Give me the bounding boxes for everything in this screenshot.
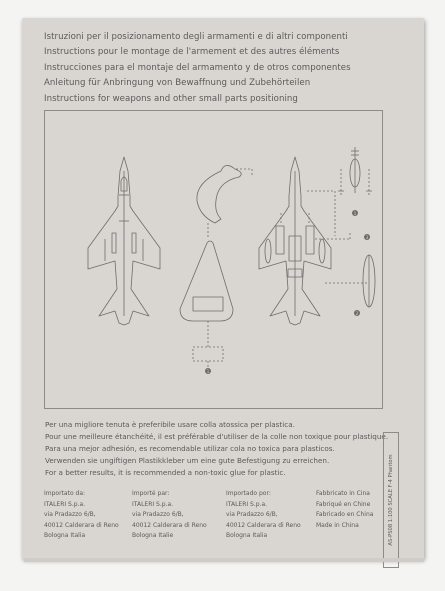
importer-company: ITALERI S.p.a. — [226, 500, 268, 508]
note-italian: Per una migliore tenuta è preferibile usare colla atossica per plastica. — [45, 420, 295, 429]
made-in-china — [316, 489, 373, 531]
importer-street: via Pradazzo 6/B, — [44, 511, 96, 518]
instruction-card — [22, 18, 424, 559]
importer-label: Importado por: — [226, 490, 271, 497]
missile-detail — [338, 147, 372, 216]
side-stamp-box — [383, 432, 399, 568]
heading-french: Instructions pour le montage de l'armement et des autres éléments — [44, 47, 340, 58]
callout-1-base: 1 — [206, 369, 210, 374]
note-french: Pour une meilleure étanchéité, il est préférable d'utiliser de la colle non toxique pour plastique. — [45, 432, 389, 441]
importer-city: 40012 Calderara di Reno — [44, 521, 119, 529]
assembly-diagram — [45, 111, 382, 408]
stand-base — [180, 241, 233, 374]
callout-1-missile: 1 — [353, 211, 357, 216]
importer-italian — [44, 489, 119, 542]
aircraft-top-view-left — [88, 157, 160, 325]
instruction-headings — [44, 30, 404, 107]
importer-company: ITALERI S.p.a. — [44, 500, 86, 508]
side-stamp-text: AS-PS08 1:100 SCALE F-4 Phantom — [388, 454, 394, 546]
made-in-italian: Fabbricato in Cina — [316, 490, 370, 497]
heading-spanish: Instrucciones para el montaje del armamento y de otros componentes — [44, 62, 351, 73]
card-edge-shadow — [24, 558, 424, 562]
importer-company: ITALERI S.p.a. — [132, 500, 174, 508]
made-in-spanish: Fabricado en China — [316, 511, 374, 518]
importer-street: via Pradazzo 6/B, — [132, 511, 184, 518]
importer-country: Bologna Italie — [132, 532, 174, 539]
fuel-tank-detail — [354, 234, 375, 316]
heading-italian: Istruzioni per il posizionamento degli armamenti e di altri componenti — [44, 32, 348, 42]
importer-label: Importé par: — [132, 490, 170, 497]
callout-2: 2 — [355, 311, 359, 316]
importer-country: Bologna Italia — [226, 532, 268, 539]
importer-city: 40012 Calderara di Reno — [226, 521, 301, 529]
made-in-english: Made in China — [316, 521, 359, 529]
importer-label: Importato da: — [44, 490, 86, 497]
importer-street: via Pradazzo 6/B, — [226, 511, 278, 518]
importer-spanish — [226, 489, 301, 542]
note-spanish: Para una mejor adhesión, es recomendable utilizar cola no toxica para plasticos. — [45, 444, 335, 453]
heading-german: Anleitung für Anbringung von Bewaffnung und Zubehörteilen — [44, 78, 311, 89]
heading-english: Instructions for weapons and other small parts positioning — [44, 93, 298, 104]
callout-3: 3 — [365, 235, 369, 240]
stand-arm — [197, 165, 252, 239]
glue-notes — [45, 419, 389, 479]
note-german: Verwenden sie ungiftigen Plastikkleber um eine gute Befestigung zu erreichen. — [45, 456, 330, 465]
made-in-french: Fabriqué en Chine — [316, 500, 371, 508]
importer-country: Bologna Italia — [44, 532, 86, 539]
assembly-diagram-panel — [44, 110, 383, 409]
importer-french — [132, 489, 207, 542]
aircraft-underside-view-right — [259, 157, 367, 325]
importer-city: 40012 Calderara di Reno — [132, 521, 207, 529]
note-english: For a better results, it is recommended a non-toxic glue for plastic. — [45, 468, 286, 477]
